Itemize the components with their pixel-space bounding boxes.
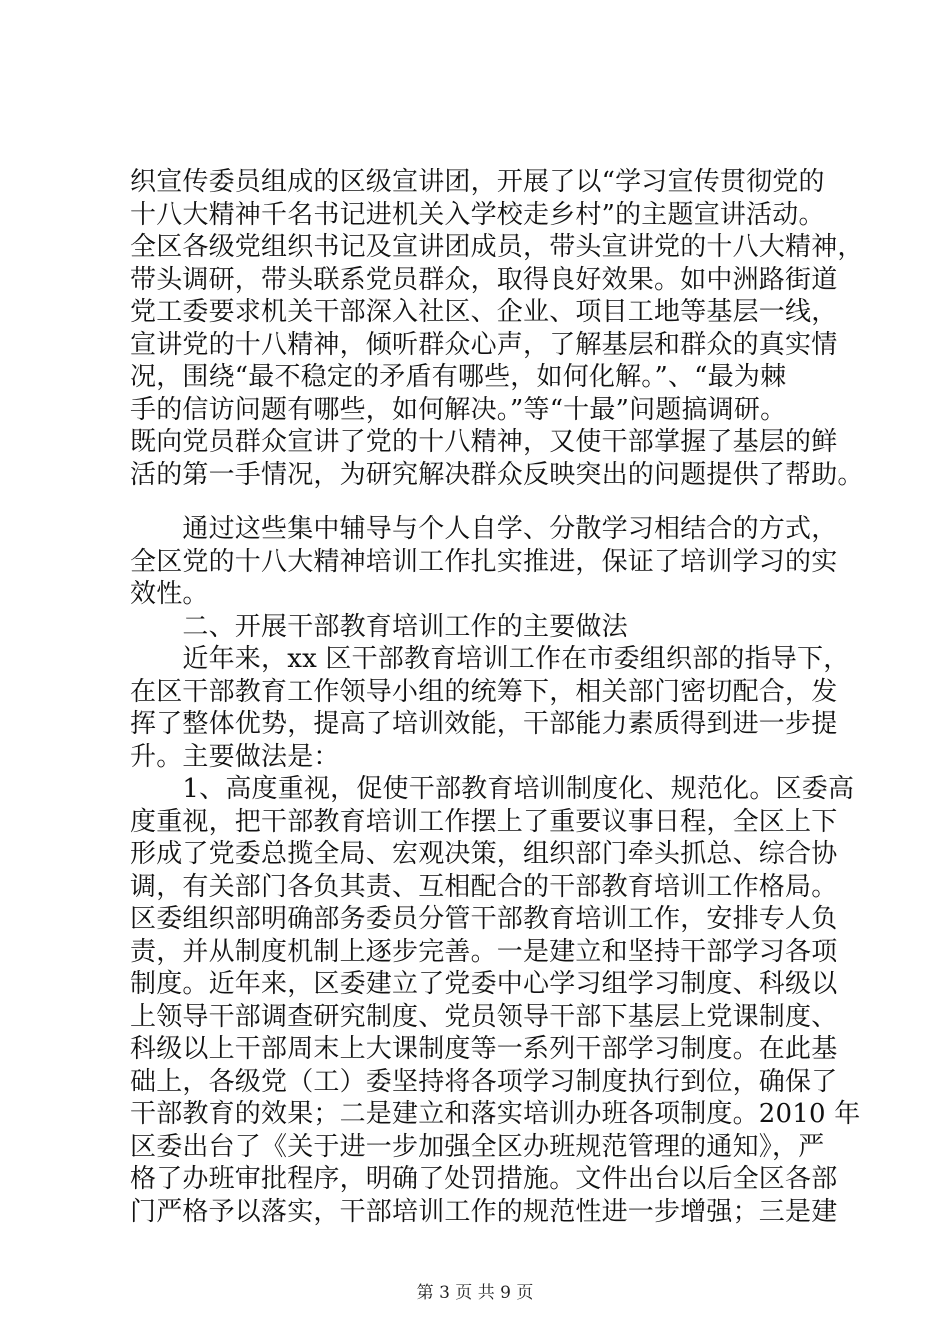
body-line: 手的信访问题有哪些，如何解决。”等“十最”问题搞调研。 bbox=[130, 394, 787, 425]
page-footer: 第 3 页 共 9 页 bbox=[416, 1283, 534, 1303]
body-line: 通过这些集中辅导与个人自学、分散学习相结合的方式， bbox=[130, 514, 838, 544]
body-line: 科级以上干部周末上大课制度等一系列干部学习制度。在此基 bbox=[130, 1034, 838, 1064]
body-line: 区委出台了《关于进一步加强全区办班规范管理的通知》，严 bbox=[130, 1131, 825, 1162]
body-line: 既向党员群众宣讲了党的十八精神，又使干部掌握了基层的鲜 bbox=[130, 427, 838, 457]
body-line: 区委组织部明确部务委员分管干部教育培训工作，安排专人负 bbox=[130, 904, 838, 934]
body-line: 近年来，xx 区干部教育培训工作在市委组织部的指导下， bbox=[130, 644, 850, 674]
body-line: 带头调研，带头联系党员群众，取得良好效果。如中洲路街道 bbox=[130, 264, 838, 295]
body-line: 织宣传委员组成的区级宣讲团，开展了以“学习宣传贯彻党的 bbox=[130, 167, 825, 197]
body-line: 党工委要求机关干部深入社区、企业、项目工地等基层一线， bbox=[130, 297, 838, 327]
body-line: 调，有关部门各负其责、互相配合的干部教育培训工作格局。 bbox=[130, 871, 838, 902]
body-line: 础上，各级党（工）委坚持将各项学习制度执行到位，确保了 bbox=[130, 1066, 838, 1097]
section-heading: 二、开展干部教育培训工作的主要做法 bbox=[130, 611, 628, 642]
body-line: 格了办班审批程序，明确了处罚措施。文件出台以后全区各部 bbox=[130, 1164, 838, 1194]
body-line: 制度。近年来，区委建立了党委中心学习组学习制度、科级以 bbox=[130, 969, 838, 999]
body-line: 宣讲党的十八精神，倾听群众心声，了解基层和群众的真实情 bbox=[130, 329, 838, 360]
body-line: 全区党的十八大精神培训工作扎实推进，保证了培训学习的实 bbox=[130, 546, 838, 577]
body-line: 十八大精神千名书记进机关入学校走乡村”的主题宣讲活动。 bbox=[130, 199, 825, 230]
document-body bbox=[130, 166, 864, 1228]
body-line: 效性。 bbox=[130, 579, 209, 609]
body-line: 干部教育的效果；二是建立和落实培训办班各项制度。2010 年 bbox=[130, 1099, 861, 1129]
body-line: 况，围绕“最不稳定的矛盾有哪些，如何化解。”、“最为棘 bbox=[130, 362, 787, 392]
paragraph-gap bbox=[130, 491, 830, 513]
body-line: 度重视，把干部教育培训工作摆上了重要议事日程，全区上下 bbox=[130, 806, 838, 837]
body-line: 全区各级党组织书记及宣讲团成员，带头宣讲党的十八大精神， bbox=[130, 232, 864, 262]
body-line: 上领导干部调查研究制度、党员领导干部下基层上党课制度、 bbox=[130, 1001, 838, 1032]
body-line: 活的第一手情况，为研究解决群众反映突出的问题提供了帮助。 bbox=[130, 459, 864, 490]
body-line: 形成了党委总揽全局、宏观决策，组织部门牵头抓总、综合协 bbox=[130, 839, 838, 869]
body-line: 挥了整体优势，提高了培训效能，干部能力素质得到进一步提 bbox=[130, 709, 838, 739]
body-line: 门严格予以落实，干部培训工作的规范性进一步增强；三是建 bbox=[130, 1196, 838, 1227]
body-line: 在区干部教育工作领导小组的统筹下，相关部门密切配合，发 bbox=[130, 676, 838, 707]
body-line: 责，并从制度机制上逐步完善。一是建立和坚持干部学习各项 bbox=[130, 936, 838, 967]
body-line: 1、高度重视，促使干部教育培训制度化、规范化。区委高 bbox=[130, 774, 855, 804]
body-line: 升。主要做法是： bbox=[130, 741, 340, 772]
